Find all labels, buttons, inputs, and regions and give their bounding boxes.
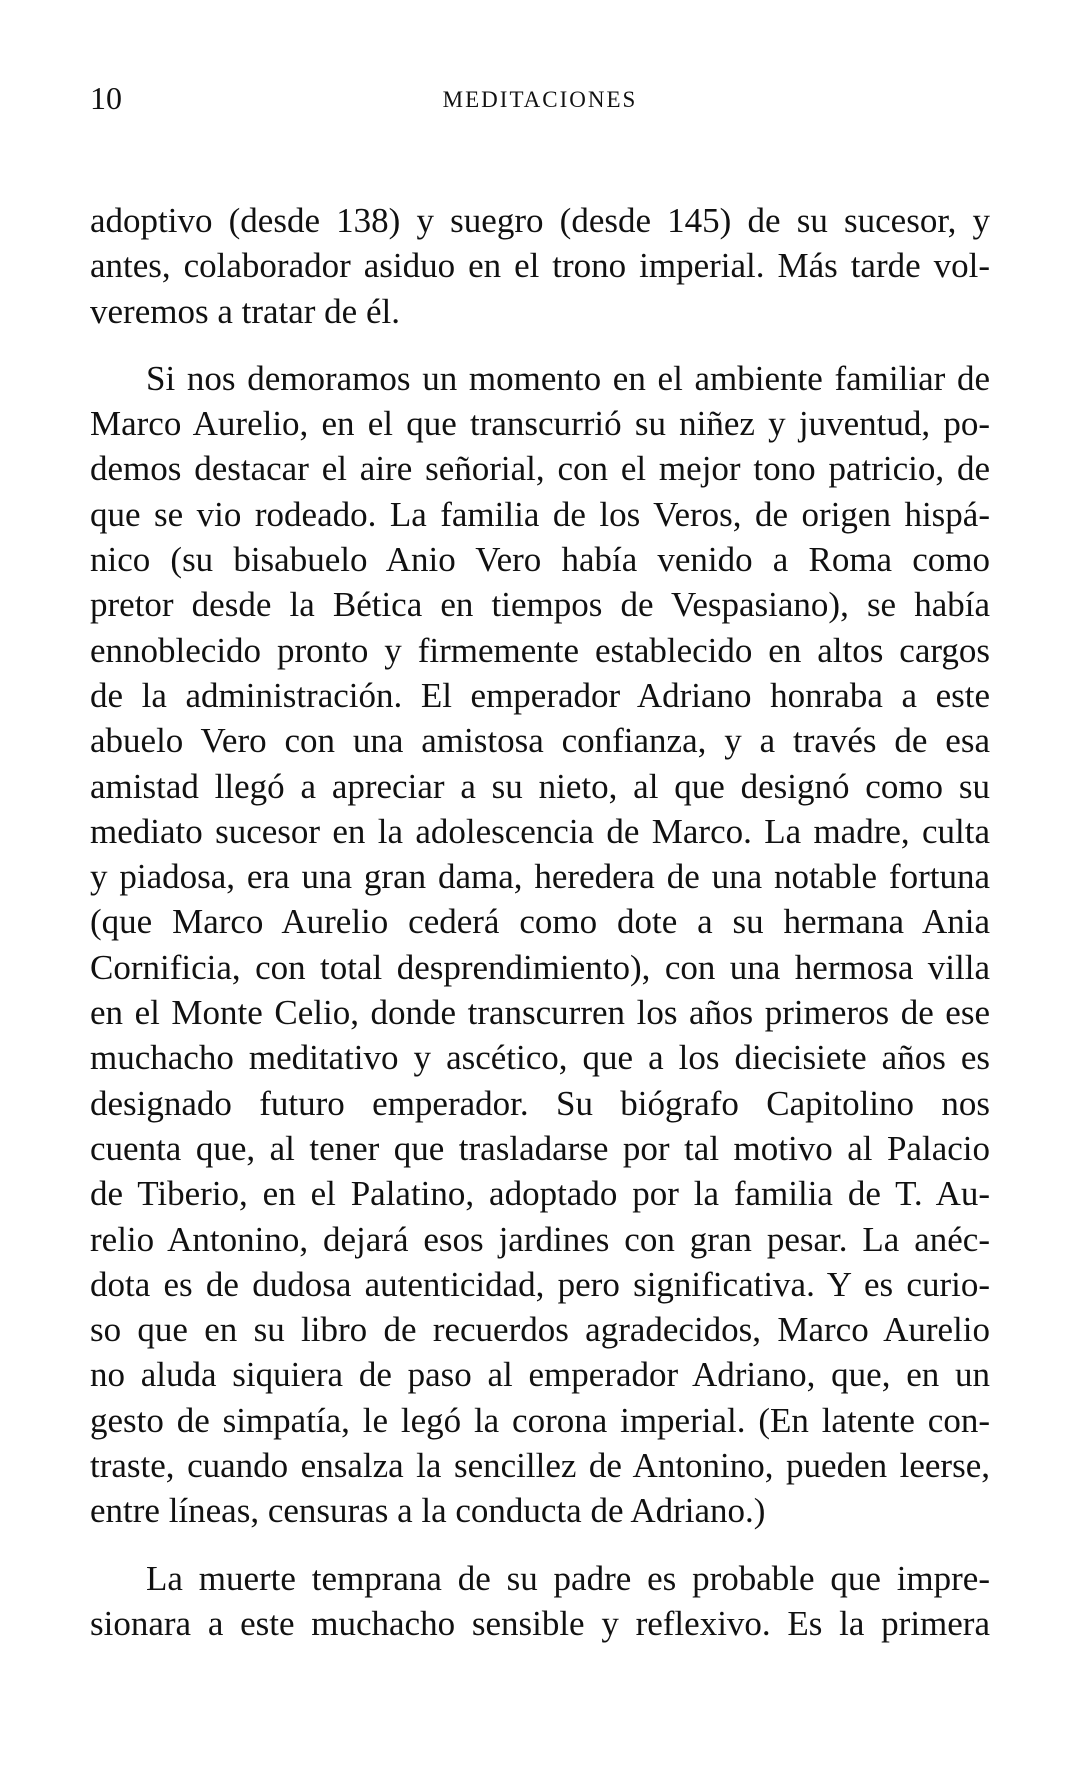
text-line: no aluda siquiera de paso al emperador Adriano, que, en un — [90, 1355, 990, 1395]
text-line: amistad llegó a apreciar a su nieto, al que designó como su — [90, 766, 990, 806]
text-line: antes, colaborador asiduo en el trono imperial. Más tarde vol- — [90, 246, 990, 286]
text-line: nico (su bisabuelo Anio Vero había venido a Roma como — [90, 540, 990, 580]
text-line: Si nos demoramos un momento en el ambiente familiar de — [146, 358, 990, 398]
text-line: cuenta que, al tener que trasladarse por tal motivo al Palacio — [90, 1128, 990, 1168]
text-line: y piadosa, era una gran dama, heredera de una notable fortuna — [90, 857, 990, 897]
text-line: entre líneas, censuras a la conducta de Adriano.) — [90, 1491, 766, 1531]
text-line: pretor desde la Bética en tiempos de Vespasiano), se había — [90, 585, 990, 625]
page-number: 10 — [90, 80, 122, 116]
text-line: designado futuro emperador. Su biógrafo Capitolino nos — [90, 1083, 990, 1123]
text-line: La muerte temprana de su padre es probable que impre- — [146, 1558, 990, 1598]
text-line: mediato sucesor en la adolescencia de Marco. La madre, culta — [90, 811, 990, 851]
text-line: Marco Aurelio, en el que transcurrió su niñez y juventud, po- — [90, 404, 990, 444]
page-header — [90, 78, 990, 118]
text-line: ennoblecido pronto y firmemente establecido en altos cargos — [90, 630, 990, 670]
text-line: muchacho meditativo y ascético, que a los diecisiete años es — [90, 1038, 990, 1078]
text-line: relio Antonino, dejará esos jardines con gran pesar. La anéc- — [90, 1219, 990, 1259]
text-line: sionara a este muchacho sensible y reflexivo. Es la primera — [90, 1603, 990, 1643]
paragraph-1 — [90, 198, 990, 334]
text-line: adoptivo (desde 138) y suegro (desde 145) de su sucesor, y — [90, 201, 990, 240]
text-line: traste, cuando ensalza la sencillez de Antonino, pueden leerse, — [90, 1446, 990, 1486]
text-line: gesto de simpatía, le legó la corona imperial. (En latente con- — [90, 1400, 990, 1440]
text-line: en el Monte Celio, donde transcurren los años primeros de ese — [90, 993, 990, 1033]
body-text — [90, 198, 990, 1646]
text-line: de la administración. El emperador Adriano honraba a este — [90, 675, 990, 715]
text-line: dota es de dudosa autenticidad, pero significativa. Y es curio- — [90, 1264, 990, 1304]
text-line: Cornificia, con total desprendimiento), con una hermosa villa — [90, 947, 990, 987]
text-line: veremos a tratar de él. — [90, 291, 400, 331]
text-line: so que en su libro de recuerdos agradecidos, Marco Aurelio — [90, 1310, 990, 1350]
running-head: MEDITACIONES — [442, 87, 638, 112]
paragraph-2 — [90, 356, 990, 1534]
text-line: de Tiberio, en el Palatino, adoptado por la familia de T. Au- — [90, 1174, 990, 1214]
text-line: abuelo Vero con una amistosa confianza, y a través de esa — [90, 721, 990, 761]
text-line: demos destacar el aire señorial, con el mejor tono patricio, de — [90, 449, 990, 489]
paragraph-3 — [90, 1556, 990, 1647]
text-line: que se vio rodeado. La familia de los Veros, de origen hispá- — [90, 494, 990, 534]
text-line: (que Marco Aurelio cederá como dote a su hermana Ania — [90, 902, 990, 942]
